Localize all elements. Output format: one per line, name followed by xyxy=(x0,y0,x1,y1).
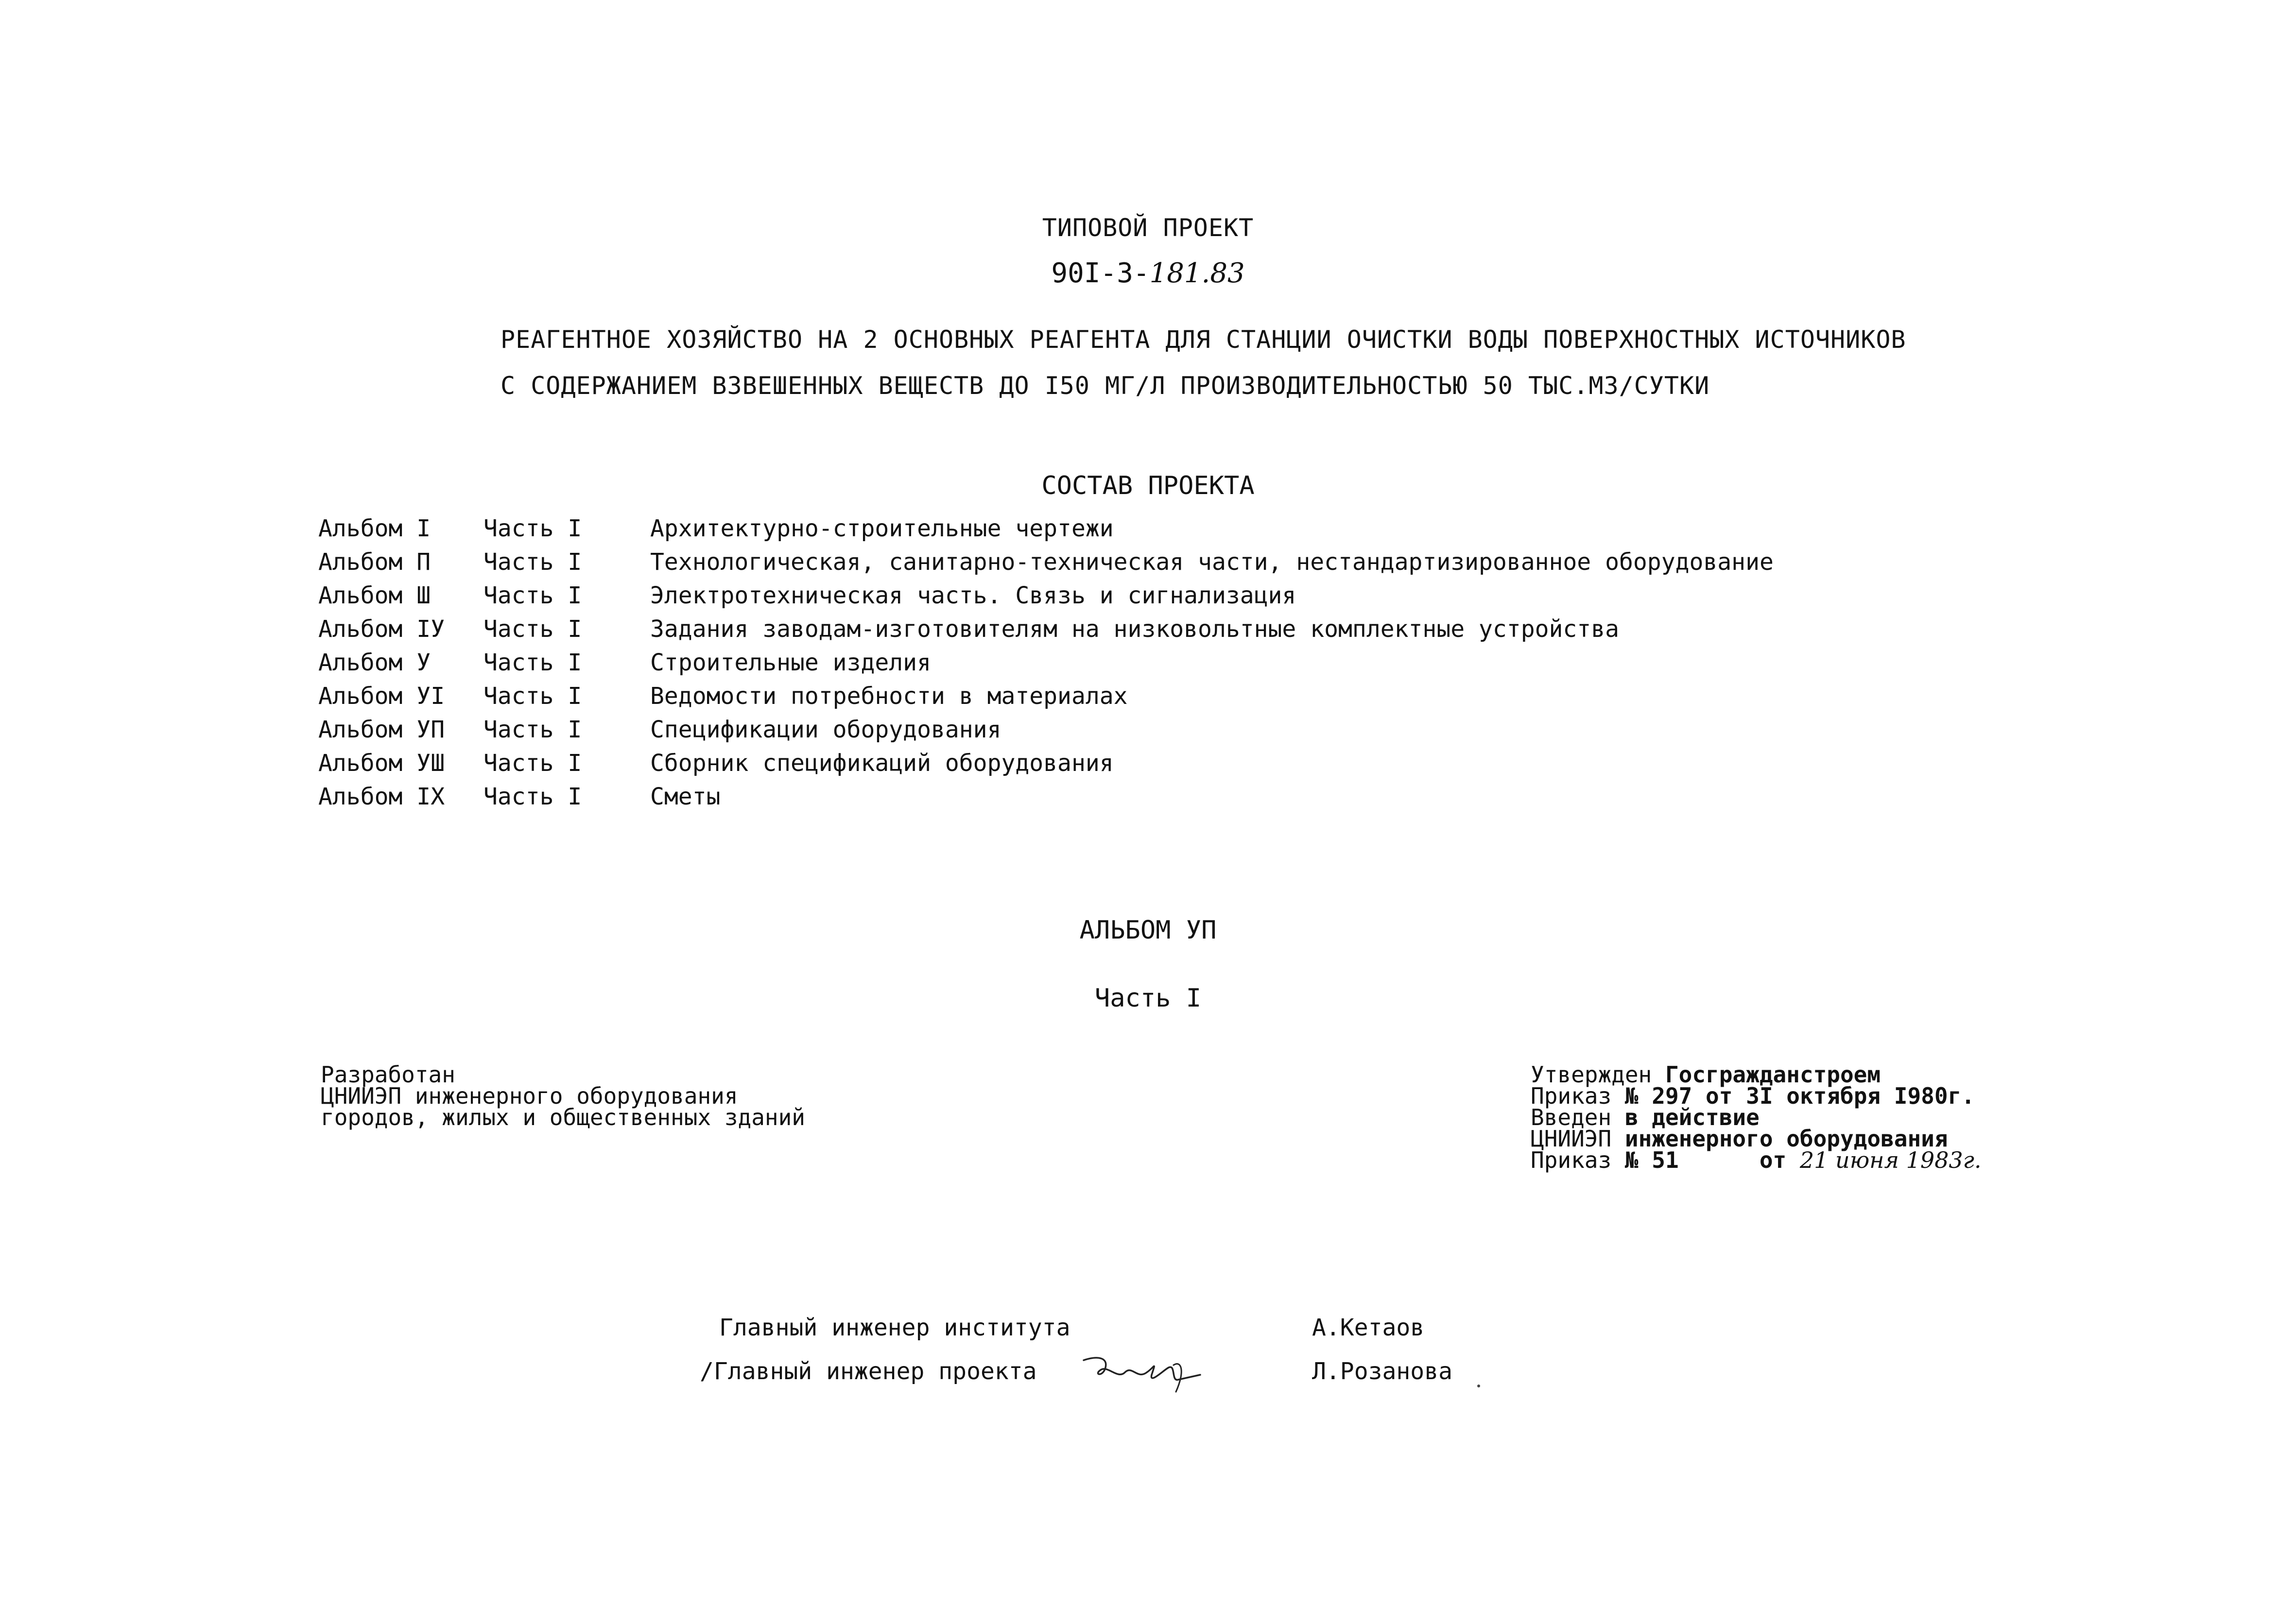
order-1-number: № 297 xyxy=(1624,1083,1692,1109)
album-title: Сметы xyxy=(650,783,721,810)
developer-block xyxy=(321,1061,805,1130)
approval-block xyxy=(1531,1061,1982,1173)
album-title: Строительные изделия xyxy=(650,649,931,676)
approved-prefix: Утвержден xyxy=(1531,1061,1665,1088)
developer-label: Разработан xyxy=(321,1061,455,1088)
developer-org-scope: городов, жилых и общественных зданий xyxy=(321,1104,805,1130)
project-title-line-2: С СОДЕРЖАНИЕМ ВЗВЕШЕННЫХ ВЕЩЕСТВ ДО I50 МГ/Л ПРОИЗВОДИТЕЛЬНОСТЬЮ 50 ТЫС.М3/СУТКИ xyxy=(501,372,1710,400)
developer-org: ЦНИИЭП инженерного оборудования xyxy=(321,1083,738,1109)
order-1-date: 3I октября I980г. xyxy=(1746,1083,1975,1109)
signatory-name-2: Л.Розанова xyxy=(1312,1358,1452,1385)
approval-line xyxy=(1531,1061,1982,1088)
signatory-name-1: А.Кетаов xyxy=(1312,1314,1425,1341)
album-number: Альбом УI xyxy=(318,683,445,710)
album-title: Технологическая, санитарно-техническая части, нестандартизированное оборудование xyxy=(650,548,1774,576)
order-2-prefix: Приказ xyxy=(1531,1147,1625,1173)
album-number: Альбом УП xyxy=(318,716,445,743)
order-1-line xyxy=(1531,1085,1982,1107)
enacted-org: инженерного оборудования xyxy=(1624,1126,1948,1152)
approved-by: Госгражданстроем xyxy=(1665,1061,1881,1088)
enacted-org-prefix: ЦНИИЭП xyxy=(1531,1126,1625,1152)
album-part: Часть I xyxy=(483,615,582,643)
order-2-date-handwritten: 21 июня 1983г. xyxy=(1799,1147,1982,1173)
signatory-role-chief-engineer-institute: Главный инженер института xyxy=(719,1314,1070,1341)
order-2-line xyxy=(1531,1149,1982,1171)
album-title: Спецификации оборудования xyxy=(650,716,1001,743)
project-number-printed: 90I-3- xyxy=(1051,257,1150,289)
project-number xyxy=(0,257,2296,289)
current-part-heading: Часть I xyxy=(1094,984,1202,1013)
document-kind: ТИПОВОЙ ПРОЕКТ xyxy=(1042,214,1254,242)
album-part: Часть I xyxy=(483,750,582,777)
album-number: Альбом У xyxy=(318,649,431,676)
handwritten-signature xyxy=(1079,1346,1205,1399)
signatory-role-chief-engineer-project: /Главный инженер проекта xyxy=(700,1358,1037,1385)
current-album-heading: АЛЬБОМ УП xyxy=(1079,916,1217,945)
album-title: Электротехническая часть. Связь и сигнализация xyxy=(650,582,1296,609)
album-part: Часть I xyxy=(483,649,582,676)
enacted-line xyxy=(1531,1104,1982,1130)
album-part: Часть I xyxy=(483,548,582,576)
album-number: Альбом УШ xyxy=(318,750,445,777)
album-part: Часть I xyxy=(483,716,582,743)
album-number: Альбом П xyxy=(318,548,431,576)
album-part: Часть I xyxy=(483,515,582,542)
album-number: Альбом Ш xyxy=(318,582,431,609)
album-title: Архитектурно-строительные чертежи xyxy=(650,515,1114,542)
album-title: Сборник спецификаций оборудования xyxy=(650,750,1114,777)
album-part: Часть I xyxy=(483,582,582,609)
album-number: Альбом IX xyxy=(318,783,445,810)
order-2-number: № 51 xyxy=(1624,1147,1679,1173)
album-title: Задания заводам-изготовителям на низковольтные комплектные устройства xyxy=(650,615,1619,643)
composition-heading: СОСТАВ ПРОЕКТА xyxy=(1041,471,1255,500)
album-number: Альбом IУ xyxy=(318,615,445,643)
album-number: Альбом I xyxy=(318,515,431,542)
order-1-prefix: Приказ xyxy=(1531,1083,1625,1109)
album-part: Часть I xyxy=(483,783,582,810)
enacted-prefix: Введен xyxy=(1531,1104,1625,1130)
project-number-handwritten: 181.83 xyxy=(1149,257,1245,289)
stray-dot xyxy=(1477,1385,1480,1387)
album-part: Часть I xyxy=(483,683,582,710)
order-1-from: от xyxy=(1692,1083,1746,1109)
project-title-line-1: РЕАГЕНТНОЕ ХОЗЯЙСТВО НА 2 ОСНОВНЫХ РЕАГЕНТА ДЛЯ СТАНЦИИ ОЧИСТКИ ВОДЫ ПОВЕРХНОСТНЫХ ИСТОЧНИКОВ xyxy=(501,325,1906,354)
order-2-from: от xyxy=(1678,1147,1800,1173)
album-title: Ведомости потребности в материалах xyxy=(650,683,1128,710)
enacted-org-line xyxy=(1531,1126,1982,1152)
enacted-text: в действие xyxy=(1624,1104,1760,1130)
